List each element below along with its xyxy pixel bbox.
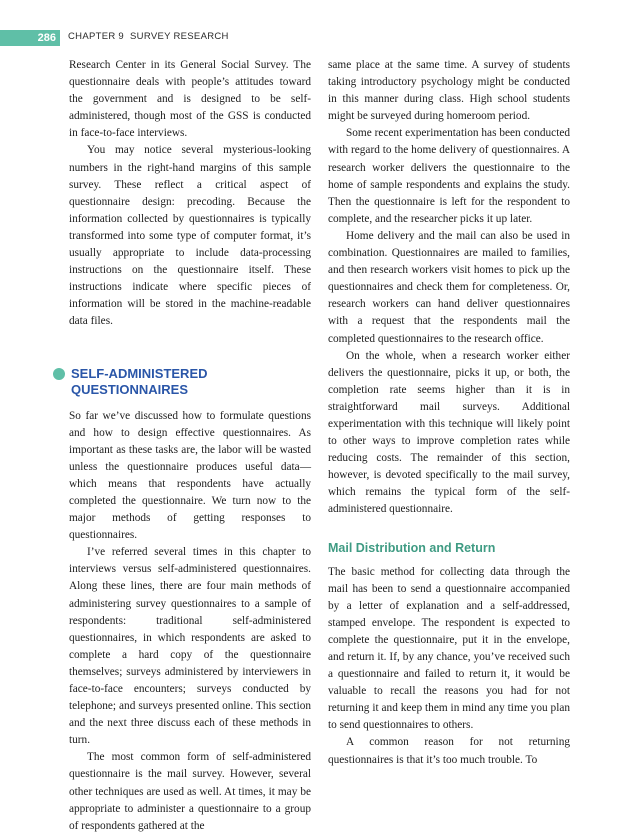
- paragraph: Some recent experimentation has been conducted with regard to the home delivery of questionnaires. A research worker delivers the questionnaire to the home of sample respondents and explains the study. Then the questionnaire is left for the respondent to complete, and the researcher picks it up later.: [328, 127, 570, 225]
- page-number: 286: [37, 32, 56, 44]
- bullet-dot-icon: [53, 368, 65, 380]
- paragraph: The basic method for collecting data through the mail has been to send a questionnaire accompanied by a letter of explanation and a self-addressed, stamped envelope. The respondent is expected to complete the questionnaire, put it in the envelope, and return it. If, by any chance, you’ve received such a questionnaire and failed to return it, it would be valuable to recall the reasons you had for not returning it and keep them in mind any time you plan to send questionnaires to others.: [328, 565, 570, 732]
- paragraph: On the whole, when a research worker either delivers the questionnaire, picks it up, or both, the completion rate seems higher than it is in straightforward mail surveys. Additional experimentation with this technique will likely point to other ways to improve completion rates while reducing costs. The remainder of this section, however, is devoted specifically to the mail survey, which remains the typical form of the self-administered questionnaire.: [328, 349, 570, 516]
- paragraph: Research Center in its General Social Survey. The questionnaire deals with people’s attitudes toward the government and is designed to be self-administered, though most of the GSS is conducted in face-to-face interviews.: [69, 59, 311, 140]
- paragraph: The most common form of self-administered questionnaire is the mail survey. However, several other techniques are used as well. At times, it may be appropriate to administer a questionnaire to a group of respondents gathered at the: [69, 751, 311, 832]
- paragraph: same place at the same time. A survey of students taking introductory psychology might be conducted in this manner during class. High school students might be surveyed during homeroom period.: [328, 59, 570, 123]
- page-number-tab: [0, 30, 60, 46]
- right-column: [328, 57, 570, 769]
- paragraph: Home delivery and the mail can also be used in combination. Questionnaires are mailed to families, and then research workers visit homes to pick up the questionnaires and check them for completeness. Or, research workers can hand deliver questionnaires with a request that the respondents mail the completed questionnaires to the research office.: [328, 229, 570, 345]
- section-heading: [53, 366, 311, 398]
- paragraph: A common reason for not returning questionnaires is that it’s too much trouble. To: [328, 736, 570, 766]
- paragraph: You may notice several mysterious-looking numbers in the right-hand margins of this sample survey. These reflect a critical aspect of questionnaire design: precoding. Because the information collected by questionnaires is typically transformed into some type of computer format, it’s usually appropriate to include data-processing instructions on the questionnaire itself. These instructions indicate where specific pieces of information will be stored in the machine-readable data files.: [69, 144, 311, 328]
- paragraph: So far we’ve discussed how to formulate questions and how to design effective questionnaires. As important as these tasks are, the labor will be wasted unless the questionnaire produces useful data—which means that respondents have actually completed the questionnaire. We turn now to the major methods of getting responses to questionnaires.: [69, 409, 311, 542]
- chapter-label: CHAPTER 9: [68, 31, 125, 42]
- running-head: [68, 31, 229, 42]
- chapter-title: SURVEY RESEARCH: [130, 31, 229, 42]
- section-heading-text: SELF-ADMINISTERED QUESTIONNAIRES: [71, 365, 208, 397]
- subheading: Mail Distribution and Return: [328, 540, 496, 555]
- paragraph: I’ve referred several times in this chapter to interviews versus self-administered questionnaires. Along these lines, there are four main methods of administering survey questionnaires to a sample of respondents: traditional self-administered questionnaires, in which respondents are asked to complete a hard copy of the questionnaire themselves; surveys administered by interviewers in face-to-face encounters; surveys conducted by telephone; and surveys presented online. This section and the next three discuss each of these methods in turn.: [69, 546, 311, 747]
- left-column: [69, 57, 311, 835]
